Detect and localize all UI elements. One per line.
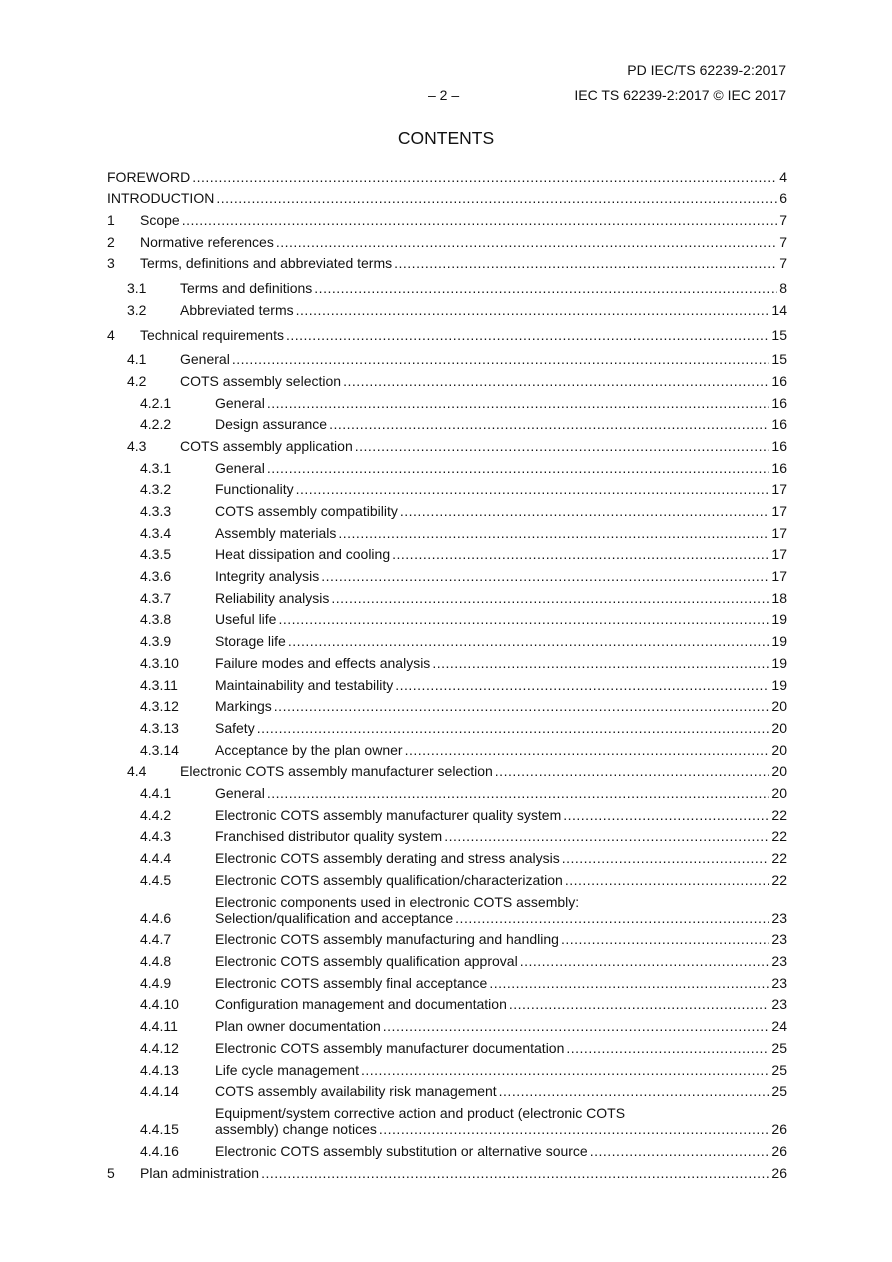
toc-entry[interactable] bbox=[107, 1034, 787, 1056]
toc-entry-number: 4.4.11 bbox=[140, 1018, 178, 1035]
toc-entry[interactable] bbox=[107, 497, 787, 519]
toc-entry-title: General bbox=[215, 394, 265, 411]
dot-leader bbox=[216, 190, 777, 206]
dot-leader bbox=[321, 568, 769, 584]
toc-entry-title: Franchised distributor quality system bbox=[215, 828, 443, 845]
toc-entry[interactable] bbox=[107, 389, 787, 411]
toc-entry-page: 23 bbox=[771, 931, 787, 948]
toc-entry-title: Maintainability and testability bbox=[215, 676, 394, 693]
toc-entry-page: 4 bbox=[779, 168, 787, 185]
toc-entry-title: Reliability analysis bbox=[215, 589, 330, 606]
toc-entry-number: 4.3 bbox=[127, 437, 147, 454]
toc-entry-title: Failure modes and effects analysis bbox=[215, 654, 431, 671]
toc-entry[interactable] bbox=[107, 454, 787, 476]
toc-entry-title: COTS assembly application bbox=[180, 437, 353, 454]
toc-entry[interactable] bbox=[107, 823, 787, 845]
toc-entry[interactable] bbox=[107, 714, 787, 736]
dot-leader bbox=[520, 953, 770, 969]
toc-entry[interactable] bbox=[107, 250, 787, 272]
toc-entry-number: 4.4.5 bbox=[140, 871, 172, 888]
dot-leader bbox=[361, 1062, 769, 1078]
dot-leader bbox=[383, 1018, 770, 1034]
toc-entry-page: 6 bbox=[779, 190, 787, 207]
toc-entry[interactable] bbox=[107, 274, 787, 296]
toc-entry-number: 2 bbox=[107, 233, 115, 250]
toc-entry-title: Design assurance bbox=[215, 416, 328, 433]
toc-entry-number: 4.3.11 bbox=[140, 676, 178, 693]
dot-leader bbox=[232, 351, 770, 367]
toc-entry-title: Abbreviated terms bbox=[180, 301, 294, 318]
toc-entry-page: 25 bbox=[771, 1061, 787, 1078]
toc-entry-page: 17 bbox=[771, 568, 787, 585]
toc-entry-number: 4.4.15 bbox=[140, 1121, 179, 1138]
dot-leader bbox=[499, 1083, 770, 1099]
toc-entry-title: General bbox=[215, 459, 265, 476]
toc-entry-number: 4.4.8 bbox=[140, 953, 172, 970]
toc-entry-title: Heat dissipation and cooling bbox=[215, 546, 391, 563]
dot-leader bbox=[400, 503, 770, 519]
toc-entry-number: 4.3.6 bbox=[140, 568, 172, 585]
dot-leader bbox=[566, 1040, 769, 1056]
toc-entry[interactable] bbox=[107, 346, 787, 368]
toc-entry-number: 4.3.13 bbox=[140, 719, 179, 736]
page-marker: – 2 – bbox=[428, 87, 460, 103]
toc-entry-number: 4.3.9 bbox=[140, 633, 172, 650]
toc-entry[interactable] bbox=[107, 562, 787, 584]
toc-entry-title: Acceptance by the plan owner bbox=[215, 741, 403, 758]
toc-entry[interactable] bbox=[107, 411, 787, 433]
toc-entry-page: 23 bbox=[771, 996, 787, 1013]
toc-entry-number: 4.4 bbox=[127, 763, 147, 780]
toc-entry-number: 3.2 bbox=[127, 301, 147, 318]
toc-entry-title: Functionality bbox=[215, 481, 294, 498]
toc-entry[interactable] bbox=[107, 627, 787, 649]
dot-leader bbox=[182, 212, 778, 228]
toc-entry-page: 7 bbox=[779, 255, 787, 272]
toc-entry-page: 23 bbox=[771, 974, 787, 991]
dot-leader bbox=[394, 255, 777, 271]
toc-entry[interactable] bbox=[107, 866, 787, 888]
toc-entry-title-continued: assembly) change notices bbox=[215, 1121, 377, 1138]
toc-entry-title: Normative references bbox=[140, 233, 274, 250]
toc-entry-title: Plan administration bbox=[140, 1164, 260, 1181]
toc-entry-title-continued: Selection/qualification and acceptance bbox=[215, 909, 454, 926]
toc-entry-number: 4.3.14 bbox=[140, 741, 179, 758]
toc-entry[interactable] bbox=[107, 801, 787, 823]
toc-entry-number: 5 bbox=[107, 1164, 115, 1181]
toc-entry-page: 17 bbox=[771, 481, 787, 498]
toc-entry-number: 4.4.16 bbox=[140, 1142, 179, 1159]
toc-entry[interactable] bbox=[107, 758, 787, 780]
toc-entry[interactable] bbox=[107, 969, 787, 991]
toc-entry-page: 17 bbox=[771, 546, 787, 563]
toc-entry-title: Life cycle management bbox=[215, 1061, 359, 1078]
toc-entry-title: Equipment/system corrective action and product (electronic COTS bbox=[215, 1105, 626, 1122]
dot-leader bbox=[562, 850, 770, 866]
toc-entry-number: 4.4.14 bbox=[140, 1083, 179, 1100]
toc-entry-page: 22 bbox=[771, 828, 787, 845]
toc-entry-page: 15 bbox=[771, 326, 787, 343]
toc-entry-page: 20 bbox=[771, 763, 787, 780]
toc-entry-page: 14 bbox=[771, 301, 787, 318]
toc-entry-page: 19 bbox=[771, 633, 787, 650]
dot-leader bbox=[329, 416, 769, 432]
contents-title: CONTENTS bbox=[397, 128, 495, 148]
toc-entry[interactable] bbox=[107, 206, 787, 228]
toc-entry[interactable] bbox=[107, 991, 787, 1013]
toc-entry[interactable] bbox=[107, 584, 787, 606]
dot-leader bbox=[563, 807, 769, 823]
toc-entry-title: Plan owner documentation bbox=[215, 1018, 381, 1035]
toc-entry[interactable] bbox=[107, 1012, 787, 1034]
dot-leader bbox=[331, 590, 769, 606]
document-id: PD IEC/TS 62239-2:2017 bbox=[627, 62, 786, 78]
toc-entry[interactable] bbox=[107, 736, 787, 758]
toc-entry-number: 4.3.5 bbox=[140, 546, 172, 563]
dot-leader bbox=[561, 931, 769, 947]
toc-entry-title: Electronic COTS assembly manufacturing and handling bbox=[215, 931, 559, 948]
toc-entry-title: COTS assembly compatibility bbox=[215, 503, 398, 519]
toc-entry-title: FOREWORD bbox=[107, 168, 191, 185]
toc-entry-page: 15 bbox=[771, 351, 787, 368]
dot-leader bbox=[288, 633, 770, 649]
toc-entry-number: 4.4.4 bbox=[140, 850, 172, 866]
dot-leader bbox=[261, 1165, 769, 1181]
toc-entry-page: 23 bbox=[771, 953, 787, 970]
toc-entry-title: Markings bbox=[215, 698, 272, 715]
toc-entry-title: Electronic COTS assembly qualification approval bbox=[215, 953, 518, 970]
toc-entry[interactable] bbox=[107, 1078, 787, 1100]
toc-entry-page: 26 bbox=[771, 1164, 787, 1181]
toc-entry[interactable] bbox=[107, 1137, 787, 1159]
dot-leader bbox=[405, 742, 770, 758]
dot-leader bbox=[286, 327, 769, 343]
toc-entry-title: Scope bbox=[140, 212, 180, 229]
toc-entry-title: COTS assembly availability risk management bbox=[215, 1083, 497, 1100]
toc-entry-title: Electronic COTS assembly derating and stress analysis bbox=[215, 850, 560, 866]
toc-entry-title: Electronic COTS assembly qualification/characterization bbox=[215, 871, 563, 888]
toc-entry-page: 19 bbox=[771, 654, 787, 671]
toc-entry-page: 20 bbox=[771, 698, 787, 715]
toc-entry-title: Safety bbox=[215, 719, 255, 736]
toc-entry-page: 16 bbox=[771, 459, 787, 476]
toc-entry-page: 17 bbox=[771, 503, 787, 519]
toc-entry-number: 3.1 bbox=[127, 280, 147, 297]
toc-entry[interactable] bbox=[107, 779, 787, 801]
dot-leader bbox=[355, 438, 770, 454]
toc-entry-page: 26 bbox=[771, 1142, 787, 1159]
toc-entry-number: 4.2 bbox=[127, 372, 147, 389]
dot-leader bbox=[565, 872, 770, 888]
toc-entry[interactable] bbox=[107, 519, 787, 541]
dot-leader bbox=[444, 828, 769, 844]
dot-leader bbox=[455, 910, 769, 926]
toc-entry[interactable] bbox=[107, 1056, 787, 1078]
toc-entry-number: 4.4.1 bbox=[140, 784, 172, 801]
dot-leader bbox=[276, 234, 777, 250]
toc-entry-page: 23 bbox=[771, 909, 787, 926]
toc-entry[interactable] bbox=[107, 321, 787, 343]
toc-entry-number: 4.4.3 bbox=[140, 828, 172, 845]
toc-entry-page: 22 bbox=[771, 871, 787, 888]
dot-leader bbox=[489, 975, 769, 991]
toc-entry-page: 16 bbox=[771, 394, 787, 411]
toc-entry-number: 4.4.2 bbox=[140, 806, 172, 823]
toc-entry-title: Terms, definitions and abbreviated terms bbox=[140, 255, 393, 272]
toc-entry-title: Electronic COTS assembly manufacturer documentation bbox=[215, 1039, 565, 1056]
dot-leader bbox=[395, 677, 769, 693]
toc-entry-page: 7 bbox=[779, 233, 787, 250]
toc-entry-page: 25 bbox=[771, 1039, 787, 1056]
toc-entry-title: Electronic components used in electronic COTS assembly: bbox=[215, 893, 580, 910]
toc-entry-number: 4.1 bbox=[127, 351, 147, 368]
dot-leader bbox=[267, 460, 770, 476]
toc-entry-number: 4 bbox=[107, 326, 115, 343]
toc-entry-page: 19 bbox=[771, 676, 787, 693]
toc-entry-title: COTS assembly selection bbox=[180, 372, 342, 389]
toc-entry[interactable] bbox=[107, 844, 787, 866]
toc-entry-page: 22 bbox=[771, 850, 787, 866]
toc-entry-page: 22 bbox=[771, 806, 787, 823]
toc-entry[interactable] bbox=[107, 163, 787, 185]
toc-entry[interactable] bbox=[107, 1099, 787, 1137]
toc-entry-title: Electronic COTS assembly substitution or alternative source bbox=[215, 1142, 588, 1159]
toc-entry-title: Useful life bbox=[215, 611, 277, 628]
dot-leader bbox=[192, 169, 777, 185]
dot-leader bbox=[296, 481, 770, 497]
toc-entry-number: 4.4.6 bbox=[140, 909, 172, 926]
toc-entry-number: 4.3.3 bbox=[140, 503, 172, 519]
toc-entry[interactable] bbox=[107, 1159, 787, 1181]
toc-entry-number: 4.3.1 bbox=[140, 459, 172, 476]
toc-entry[interactable] bbox=[107, 185, 787, 207]
toc-entry[interactable] bbox=[107, 228, 787, 250]
toc-entry[interactable] bbox=[107, 476, 787, 498]
dot-leader bbox=[257, 720, 770, 736]
dot-leader bbox=[296, 302, 770, 318]
dot-leader bbox=[278, 611, 769, 627]
toc-entry-number: 4.4.10 bbox=[140, 996, 179, 1013]
toc-entry-title: Electronic COTS assembly manufacturer selection bbox=[180, 763, 493, 780]
dot-leader bbox=[267, 785, 770, 801]
toc-entry-page: 20 bbox=[771, 784, 787, 801]
dot-leader bbox=[432, 655, 769, 671]
toc-entry-title: General bbox=[180, 351, 230, 368]
toc-entry-number: 1 bbox=[107, 212, 115, 229]
toc-entry-title: Integrity analysis bbox=[215, 568, 320, 585]
toc-entry-title: Electronic COTS assembly manufacturer quality system bbox=[215, 806, 562, 823]
standard-copyright: IEC TS 62239-2:2017 © IEC 2017 bbox=[574, 87, 786, 103]
dot-leader bbox=[495, 763, 770, 779]
toc-entry-number: 4.3.7 bbox=[140, 589, 172, 606]
dot-leader bbox=[392, 546, 769, 562]
toc-entry-page: 16 bbox=[771, 437, 787, 454]
toc-entry-number: 4.3.10 bbox=[140, 654, 179, 671]
toc-entry[interactable] bbox=[107, 296, 787, 318]
toc-entry-page: 8 bbox=[779, 280, 787, 297]
toc-entry-number: 4.3.12 bbox=[140, 698, 179, 715]
toc-entry-page: 25 bbox=[771, 1083, 787, 1100]
dot-leader bbox=[379, 1121, 770, 1137]
toc-entry[interactable] bbox=[107, 541, 787, 563]
toc-entry-title: Technical requirements bbox=[140, 326, 284, 343]
dot-leader bbox=[590, 1143, 770, 1159]
toc-entry[interactable] bbox=[107, 947, 787, 969]
toc-entry-page: 16 bbox=[771, 416, 787, 433]
toc-entry-number: 4.3.4 bbox=[140, 524, 172, 541]
toc-entry[interactable] bbox=[107, 926, 787, 948]
toc-entry[interactable] bbox=[107, 367, 787, 389]
toc-entry-number: 4.2.2 bbox=[140, 416, 172, 433]
toc-entry-number: 3 bbox=[107, 255, 115, 272]
dot-leader bbox=[338, 525, 769, 541]
toc-entry-page: 26 bbox=[771, 1121, 787, 1138]
toc-entry-number: 4.3.2 bbox=[140, 481, 172, 498]
toc-entry-page: 16 bbox=[771, 372, 787, 389]
toc-entry[interactable] bbox=[107, 606, 787, 628]
toc-entry-title: Terms and definitions bbox=[180, 280, 313, 297]
toc-entry[interactable] bbox=[107, 649, 787, 671]
toc-entry-number: 4.4.12 bbox=[140, 1039, 179, 1056]
toc-entry-title: INTRODUCTION bbox=[107, 190, 215, 207]
dot-leader bbox=[343, 373, 769, 389]
toc-entry-page: 19 bbox=[771, 611, 787, 628]
dot-leader bbox=[314, 280, 777, 296]
table-of-contents bbox=[107, 163, 787, 1181]
dot-leader bbox=[274, 698, 770, 714]
dot-leader bbox=[267, 395, 770, 411]
toc-entry[interactable] bbox=[107, 888, 787, 926]
toc-entry-number: 4.4.13 bbox=[140, 1061, 179, 1078]
toc-entry[interactable] bbox=[107, 432, 787, 454]
toc-entry-page: 18 bbox=[771, 589, 787, 606]
toc-entry-number: 4.3.8 bbox=[140, 611, 172, 628]
toc-entry-page: 24 bbox=[771, 1018, 787, 1035]
toc-entry-title: Configuration management and documentation bbox=[215, 996, 507, 1013]
toc-entry-page: 20 bbox=[771, 741, 787, 758]
toc-entry-page: 20 bbox=[771, 719, 787, 736]
toc-entry-page: 17 bbox=[771, 524, 787, 541]
toc-entry[interactable] bbox=[107, 671, 787, 693]
toc-entry-title: General bbox=[215, 784, 265, 801]
toc-entry-number: 4.4.9 bbox=[140, 974, 172, 991]
toc-entry-title: Storage life bbox=[215, 633, 286, 650]
toc-entry-title: Assembly materials bbox=[215, 524, 337, 541]
toc-entry[interactable] bbox=[107, 693, 787, 715]
toc-entry-title: Electronic COTS assembly final acceptance bbox=[215, 974, 488, 991]
toc-entry-number: 4.2.1 bbox=[140, 394, 172, 411]
toc-entry-page: 7 bbox=[779, 212, 787, 229]
toc-entry-number: 4.4.7 bbox=[140, 931, 172, 948]
dot-leader bbox=[509, 996, 770, 1012]
